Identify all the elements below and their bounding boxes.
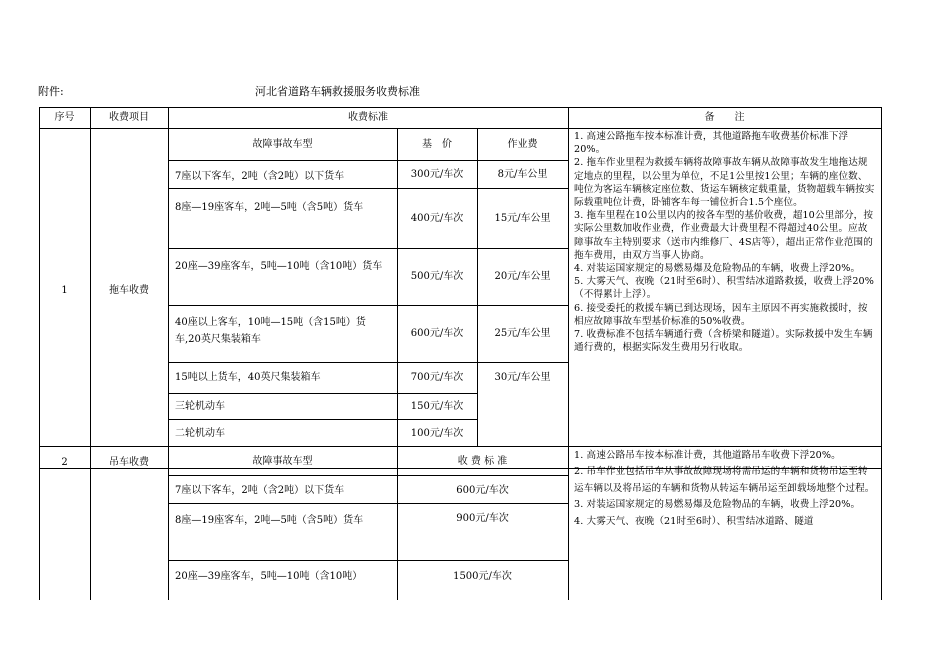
towing-remark-4: 4. 对装运国家规定的易燃易爆及危险物品的车辆，收费上浮20%。: [574, 263, 861, 275]
crane-row3-price: 1500元/车次: [453, 571, 512, 582]
s1-row6-bottom: [168, 419, 478, 420]
s1-sub-header-bottom: [168, 160, 568, 161]
towing-subheader-base: 基 价: [422, 139, 452, 150]
towing-row5-base: 700元/车次: [410, 372, 464, 383]
crane-remark-1: 1. 高速公路吊车按本标准计费，其他道路吊车收费下浮20%。: [574, 450, 841, 461]
towing-row1-work: 8元/车公里: [497, 169, 548, 180]
crane-remark-4: 4. 大雾天气、夜晚（21时至6时）、积雪结冰道路、隧道: [574, 515, 814, 527]
towing-row1-type: 7座以下客车，2吨（含2吨）以下货车: [175, 171, 345, 182]
crane-item: 吊车收费: [109, 457, 149, 468]
s1-col-base-right-tail: [477, 378, 478, 446]
page-title: 河北省道路车辆救援服务收费标准: [255, 85, 420, 98]
s1-row5-bottom: [168, 393, 478, 394]
towing-remark-5: 5. 大雾天气、夜晚（21时至6时）、积雪结冰道路救援，收费上浮20%（不得累计上浮）。: [574, 276, 874, 301]
crane-remark-3: 3. 对装运国家规定的易燃易爆及危险物品的车辆，收费上浮20%。: [574, 499, 861, 511]
crane-subheader-type: 故障事故车型: [252, 456, 313, 467]
towing-row2-work: 15元/车公里: [494, 213, 551, 224]
towing-row7-type: 二轮机动车: [175, 428, 225, 439]
towing-remarks: [574, 130, 877, 354]
towing-remark-3: 3. 拖车里程在10公里以内的按各车型的基价收费，超10公里部分，按实际公里数加收作业费，作业费最大计费里程不得超过40公里。应故障事故车主特别要求（送市内维修厂、4S店等），超出正常作业范围的拖车费用，由双方当事人协商。: [574, 210, 874, 261]
towing-row2-type: 8座—19座客车，2吨—5吨（含5吨）货车: [175, 202, 364, 213]
s2-sub-header-bottom: [168, 475, 568, 476]
towing-remark-1: 1. 高速公路拖车按本标准计费，其他道路拖车收费基价标准下浮20%。: [574, 131, 849, 156]
towing-row1-base: 300元/车次: [410, 169, 464, 180]
col-header-remarks: 备 注: [704, 112, 745, 123]
col-header-standard: 收费标准: [348, 112, 388, 123]
s2-row1-bottom: [168, 503, 568, 504]
attachment-label: 附件:: [38, 85, 64, 98]
towing-row2-base: 400元/车次: [410, 213, 464, 224]
towing-row3-type: 20座—39座客车，5吨—10吨（含10吨）货车: [175, 261, 383, 272]
table-border-left: [39, 107, 40, 600]
towing-subheader-type: 故障事故车型: [252, 139, 313, 150]
crane-row2-price: 900元/车次: [456, 513, 509, 524]
s1-row3-bottom: [168, 305, 568, 306]
s2-row2-bottom: [168, 560, 568, 561]
section1-bottom: [39, 446, 882, 447]
col-header-item: 收费项目: [109, 112, 149, 123]
header-row-bottom: [39, 128, 882, 129]
towing-row6-base: 150元/车次: [410, 401, 464, 412]
crane-remarks: [574, 448, 877, 598]
crane-row1-type: 7座以下客车，2吨（含2吨）以下货车: [175, 485, 345, 496]
towing-row3-work: 20元/车公里: [494, 271, 551, 282]
towing-remark-7: 7. 收费标准不包括车辆通行费（含桥梁和隧道）。实际救援中发生车辆通行费的，根据实际发生费用另行收取。: [574, 329, 873, 354]
col-divider-item: [168, 107, 169, 600]
towing-row4-work: 25元/车公里: [494, 328, 551, 339]
towing-row4-type: 40座以上客车，10吨—15吨（含15吨）货车,20英尺集装箱车: [175, 317, 366, 345]
towing-remark-2: 2. 拖车作业里程为救援车辆将故障事故车辆从故障事故发生地拖达规定地点的里程，以公里为单位，不足1公里按1公里；车辆的座位数、吨位为客运车辆核定座位数、货运车辆核定载重量，货物超载车辆按实际载重吨位计费，卧铺客车每一铺位折合1.5个座位。: [574, 157, 875, 209]
crane-row3-type: 20座—39座客车，5吨—10吨（含10吨）: [175, 571, 363, 582]
towing-row5-type: 15吨以上货车，40英尺集装箱车: [175, 372, 321, 383]
table-border-right: [881, 107, 882, 600]
crane-seq: 2: [61, 457, 68, 468]
table-border-top: [39, 107, 882, 108]
col-divider-seq: [90, 107, 91, 600]
s1-row4-bottom: [168, 362, 568, 363]
towing-subheader-work: 作业费: [507, 139, 538, 150]
towing-row5-work: 30元/车公里: [494, 372, 551, 383]
crane-remark-2: 2. 吊车作业包括吊车从事故故障现场将需吊运的车辆和货物吊运至转运车辆以及将吊运的车辆和货物从转运车辆吊运至卸载场地整个过程。: [574, 466, 875, 494]
crane-row2-type: 8座—19座客车，2吨—5吨（含5吨）货车: [175, 515, 364, 526]
col-header-seq: 序号: [54, 112, 75, 123]
towing-remark-6: 6. 接受委托的救援车辆已到达现场，因车主原因不再实施救援时，按相应故障事故车型基价标准的50%收费。: [574, 302, 868, 327]
towing-row4-base: 600元/车次: [410, 328, 464, 339]
s1-row1-bottom: [168, 188, 568, 189]
s1-row2-bottom: [168, 248, 568, 249]
crane-subheader-standard: 收 费 标 准: [457, 456, 508, 467]
towing-row6-type: 三轮机动车: [175, 401, 225, 412]
towing-row7-base: 100元/车次: [410, 428, 464, 439]
towing-seq: 1: [61, 285, 68, 296]
crane-row1-price: 600元/车次: [456, 485, 509, 496]
col-divider-remarks: [568, 107, 569, 600]
towing-row3-base: 500元/车次: [410, 271, 464, 282]
towing-item: 拖车收费: [109, 285, 149, 296]
